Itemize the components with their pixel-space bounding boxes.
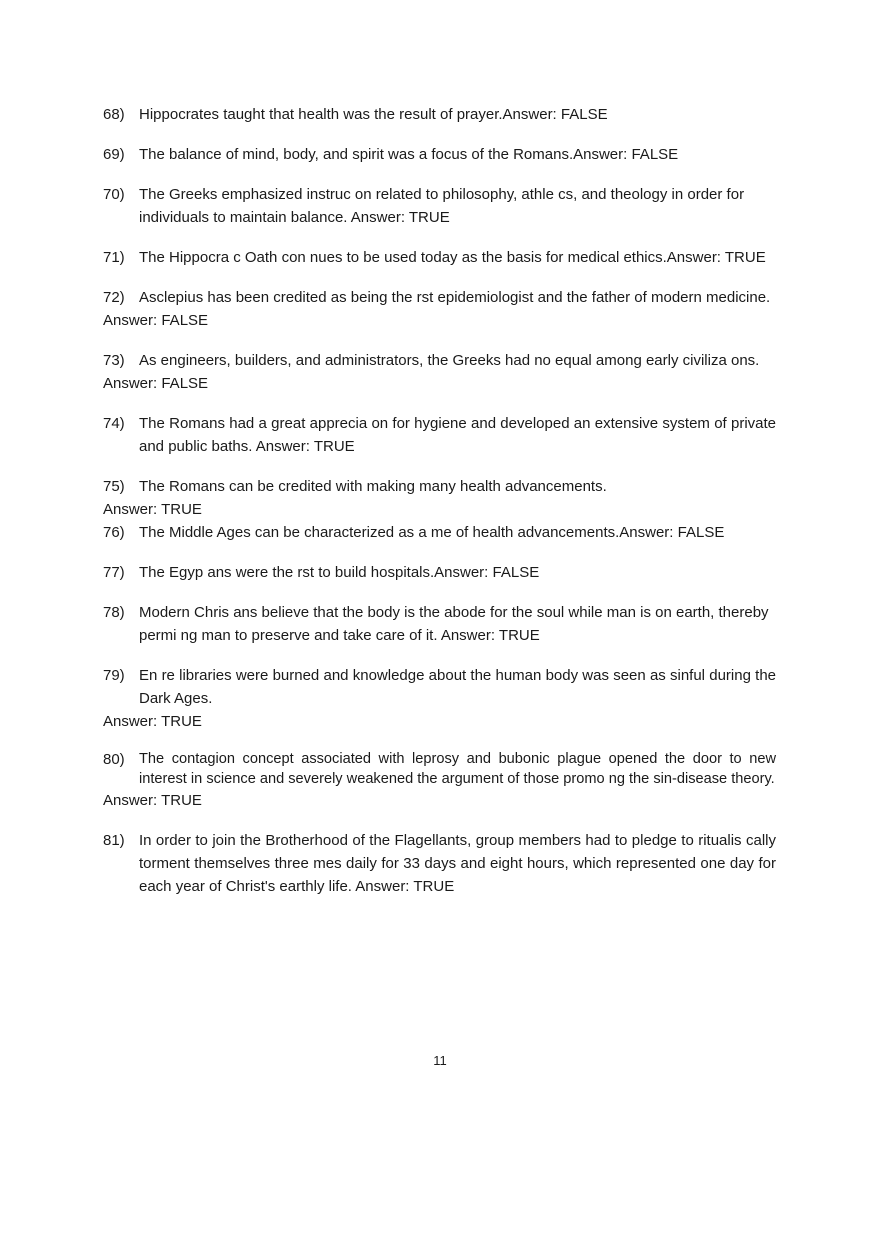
- item-number: 69): [103, 146, 125, 163]
- item-text: The Egyp ans were the rst to build hospitals.Answer: FALSE: [139, 564, 540, 581]
- item-number: 81): [103, 832, 125, 849]
- item-text: En re libraries were burned and knowledge about the human body was seen as sinful during the Dark Ages.: [139, 667, 776, 707]
- item-answer: Answer: TRUE: [103, 501, 202, 518]
- item-text: Asclepius has been credited as being the rst epidemiologist and the father of modern medicine.: [139, 289, 771, 306]
- item-number: 71): [103, 249, 125, 266]
- item-text: The Romans had a great apprecia on for hygiene and developed an extensive system of private and public baths. Answer: TRUE: [139, 415, 776, 455]
- item-text: The Middle Ages can be characterized as a me of health advancements.Answer: FALSE: [139, 524, 725, 541]
- list-item: [103, 601, 776, 647]
- list-item: [103, 412, 776, 458]
- list-item: [103, 246, 776, 269]
- item-answer: Answer: TRUE: [103, 792, 202, 809]
- item-number: 74): [103, 415, 125, 432]
- item-number: 70): [103, 186, 125, 203]
- item-number: 80): [103, 751, 125, 768]
- list-item: [103, 561, 776, 584]
- list-item: [103, 521, 776, 544]
- list-item: [103, 286, 776, 332]
- page-number: 11: [433, 1053, 447, 1068]
- item-number: 79): [103, 667, 125, 684]
- list-item: [103, 143, 776, 166]
- item-text: Modern Chris ans believe that the body is the abode for the soul while man is on earth, thereby permi ng man to preserve and take care of it. Answer: TRUE: [139, 604, 769, 644]
- list-item: [103, 750, 776, 812]
- item-number: 73): [103, 352, 125, 369]
- item-number: 77): [103, 564, 125, 581]
- item-number: 72): [103, 289, 125, 306]
- list-item: [103, 475, 776, 521]
- item-number: 76): [103, 524, 125, 541]
- question-list: [103, 103, 776, 915]
- item-text: The Romans can be credited with making many health advancements.: [139, 478, 607, 495]
- item-text: The contagion concept associated with leprosy and bubonic plague opened the door to new interest in science and severely weakened the argument of those promo ng the sin-disease theory.: [139, 751, 776, 787]
- item-text: The Hippocra c Oath con nues to be used today as the basis for medical ethics.Answer: TRUE: [139, 249, 766, 266]
- list-item: [103, 829, 776, 898]
- item-text: In order to join the Brotherhood of the Flagellants, group members had to pledge to ritualis cally torment themselves three mes daily for 33 days and eight hours, which represented one day for each year of Christ's earthly life. Answer: TRUE: [139, 832, 776, 895]
- item-answer: Answer: TRUE: [103, 713, 202, 730]
- list-item: [103, 183, 776, 229]
- item-answer: Answer: FALSE: [103, 375, 209, 392]
- item-text: Hippocrates taught that health was the result of prayer.Answer: FALSE: [139, 106, 608, 123]
- item-text: The Greeks emphasized instruc on related to philosophy, athle cs, and theology in order for individuals to maintain balance. Answer: TRUE: [139, 186, 745, 226]
- item-text: As engineers, builders, and administrators, the Greeks had no equal among early civiliza ons.: [139, 352, 760, 369]
- list-item: [103, 349, 776, 395]
- item-answer: Answer: FALSE: [103, 312, 209, 329]
- item-text: The balance of mind, body, and spirit was a focus of the Romans.Answer: FALSE: [139, 146, 679, 163]
- list-item: [103, 664, 776, 733]
- item-number: 68): [103, 106, 125, 123]
- list-item: [103, 103, 776, 126]
- item-number: 78): [103, 604, 125, 621]
- item-number: 75): [103, 478, 125, 495]
